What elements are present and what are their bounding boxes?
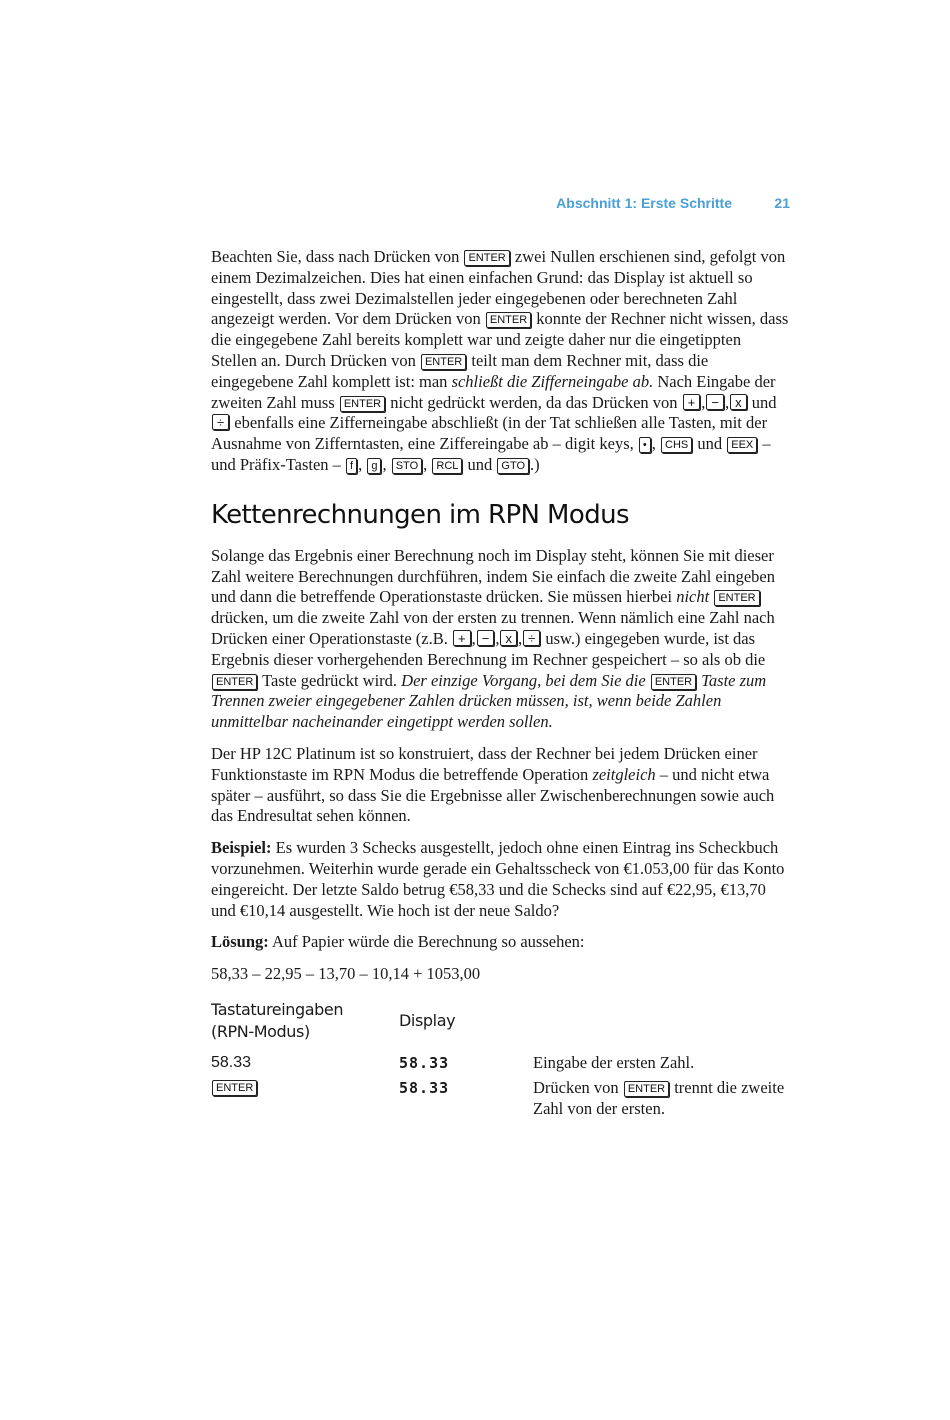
paragraph-hp12c-design: Der HP 12C Platinum ist so konstruiert, dass der Rechner bei jedem Drücken einer Funktionstaste im RPN Modus die betreffende Operation zeitgleich – und nicht etwa später – ausführt, so dass Sie die Ergebnisse aller Zwischenberechnungen sowie auch das Endresultat sehen können. <box>211 743 775 826</box>
rcl-key-icon: RCL <box>432 458 462 474</box>
table-header-row <box>211 999 791 1053</box>
keystroke-table <box>211 999 791 1123</box>
keystroke-cell <box>211 1078 399 1124</box>
g-key-icon: g <box>367 458 381 474</box>
solution-label: Lösung: <box>211 932 269 952</box>
display-cell: 58.33 <box>399 1078 450 1097</box>
divide-key-icon: ÷ <box>523 630 540 646</box>
paragraph-chain-calculations: Solange das Ergebnis einer Berechnung noch im Display steht, können Sie mit dieser Zahl weitere Berechnungen durchführen, indem Sie einfach die zweite Zahl eingeben und dann die betreffende Operationstaste drücken. Sie müssen hierbei nicht ENTER drücken, um die zweite Zahl von der ersten zu trennen. Wenn nämlich eine Zahl nach Drücken einer Operationstaste (z.B. + , − , x , ÷ usw.) eingegeben wurde, ist das Ergebnis dieser vorhergehenden Berechnung im Rechner gespeichert – so als ob die ENTER Taste gedrückt wird. Der einzige Vorgang, bei dem Sie die ENTER Taste zum Trennen zweier eingegebener Zahlen drücken müssen, ist, wenn beide Zahlen unmittelbar nacheinander eingetippt werden sollen. <box>211 545 775 732</box>
plus-key-icon: + <box>683 394 701 410</box>
enter-key-icon: ENTER <box>651 674 696 690</box>
f-key-icon: f <box>346 458 357 474</box>
note-cell: Drücken von ENTER trennt die zweite Zahl von der ersten. <box>533 1077 785 1118</box>
chs-key-icon: CHS <box>661 437 692 453</box>
enter-key-icon: ENTER <box>421 354 466 370</box>
paragraph-enter-explanation: Beachten Sie, dass nach Drücken von ENTER zwei Nullen erschienen sind, gefolgt von einem Dezimalzeichen. Dies hat einen einfachen Grund: das Display ist aktuell so eingestellt, dass zwei Dezimalstellen jeder eingegebenen oder berechneten Zahl angezeigt werden. Vor dem Drücken von ENTER konnte der Rechner nicht wissen, dass die eingegebene Zahl bereits komplett war und zeigte daher nur die eingetippten Stellen an. Durch Drücken von ENTER teilt man dem Rechner mit, dass die eingegebene Zahl komplett ist: man schließt die Zifferneingabe ab. Nach Eingabe der zweiten Zahl muss ENTER nicht gedrückt werden, da das Drücken von + , − , x und ÷ ebenfalls eine Zifferneingabe abschließt (in der Tat schließen alle Tasten, mit der Ausnahme von Zifferntasten, eine Ziffereingabe ab – digit keys, • , CHS und EEX – und Präfix-Tasten – f , g , STO , RCL und GTO .) <box>211 247 789 474</box>
enter-key-icon: ENTER <box>714 590 759 606</box>
section-heading: Kettenrechnungen im RPN Modus <box>211 499 629 530</box>
formula-line: 58,33 – 22,95 – 13,70 – 10,14 + 1053,00 <box>211 964 481 984</box>
minus-key-icon: − <box>706 394 724 410</box>
sto-key-icon: STO <box>392 458 422 474</box>
page-number: 21 <box>774 195 790 211</box>
enter-key-icon: ENTER <box>212 1080 257 1096</box>
gto-key-icon: GTO <box>497 458 529 474</box>
table-row <box>211 1053 791 1078</box>
page-body <box>211 247 791 1123</box>
running-header <box>470 195 790 217</box>
section-title: Abschnitt 1: Erste Schritte <box>556 195 732 211</box>
divide-key-icon: ÷ <box>212 414 229 430</box>
enter-key-icon: ENTER <box>486 312 531 328</box>
times-key-icon: x <box>730 394 747 410</box>
dot-key-icon: • <box>639 437 651 453</box>
keystroke-cell: 58.33 <box>211 1053 252 1071</box>
example-label: Beispiel: <box>211 838 272 858</box>
display-column-header: Display <box>399 1010 456 1030</box>
eex-key-icon: EEX <box>727 437 757 453</box>
display-cell: 58.33 <box>399 1053 450 1072</box>
enter-key-icon: ENTER <box>340 396 385 412</box>
table-row <box>211 1078 791 1124</box>
minus-key-icon: − <box>477 630 495 646</box>
paragraph-example: Beispiel: Es wurden 3 Schecks ausgestellt, jedoch ohne einen Eintrag ins Scheckbuch vorzunehmen. Weiterhin wurde gerade ein Gehaltsscheck von €1.053,00 für das Konto eingereicht. Der letzte Saldo betrug €58,33 und die Schecks sind auf €22,95, €13,70 und €10,14 ausgestellt. Wie hoch ist der neue Saldo? <box>211 838 785 920</box>
note-cell: Eingabe der ersten Zahl. <box>533 1052 695 1072</box>
enter-key-icon: ENTER <box>464 250 509 266</box>
enter-key-icon: ENTER <box>212 674 257 690</box>
keystroke-column-header: Tastatureingaben (RPN-Modus) <box>211 999 344 1041</box>
paragraph-solution: Lösung: Auf Papier würde die Berechnung so aussehen: <box>211 932 585 952</box>
times-key-icon: x <box>500 630 517 646</box>
enter-key-icon: ENTER <box>624 1081 669 1097</box>
plus-key-icon: + <box>453 630 471 646</box>
